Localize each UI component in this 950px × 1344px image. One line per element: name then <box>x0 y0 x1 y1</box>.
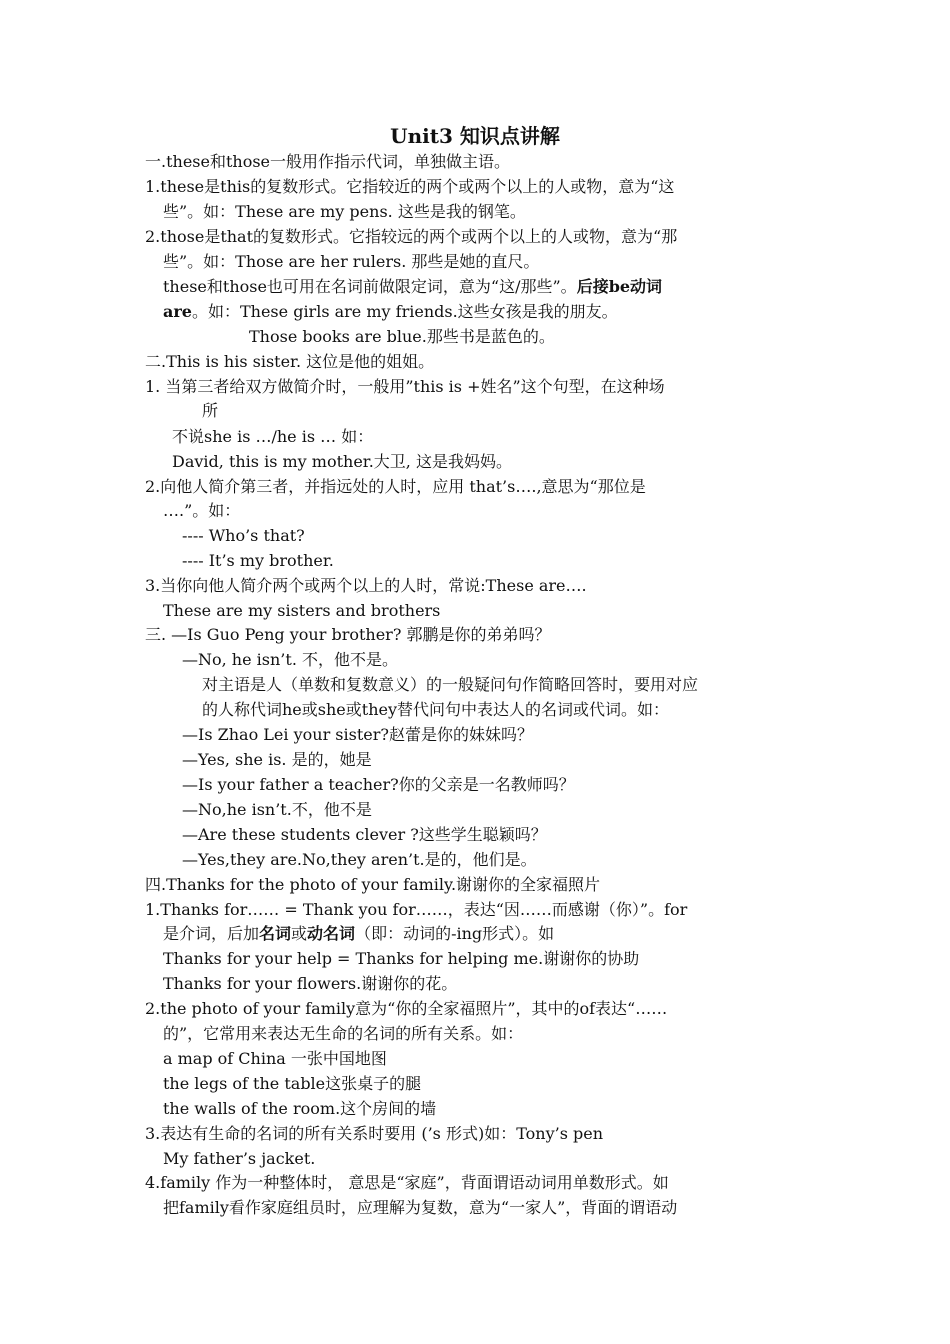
text-line: a map of China 一张中国地图 <box>163 1049 387 1068</box>
text-line <box>163 300 618 324</box>
text-line: Thanks for your flowers.谢谢你的花。 <box>163 974 458 993</box>
text-line: 1.Thanks for…… = Thank you for……，表达“因……而感谢（你）”。for <box>145 900 688 919</box>
dialogue-line: —No,he isn’t.不，他不是 <box>182 800 372 819</box>
text-line: David, this is my mother.大卫, 这是我妈妈。 <box>172 452 512 471</box>
text-line: 2.the photo of your family意为“你的全家福照片”，其中的of表达“…… <box>145 999 668 1018</box>
text-line <box>163 275 662 299</box>
text-span: （即：动词的-ing形式）。如 <box>355 924 555 943</box>
text-line: Thanks for your help = Thanks for helping me.谢谢你的协助 <box>163 949 640 968</box>
text-line: 4.family 作为一种整体时， 意思是“家庭”，背面谓语动词用单数形式。如 <box>145 1173 669 1192</box>
text-span: 。如：These girls are my friends.这些女孩是我的朋友。 <box>191 302 618 321</box>
dialogue-line: —Yes, she is. 是的，她是 <box>182 750 372 769</box>
dialogue-line: —Are these students clever ?这些学生聪颖吗？ <box>182 825 547 844</box>
text-line: Those books are blue.那些书是蓝色的。 <box>249 327 555 346</box>
page-title: Unit3 知识点讲解 <box>390 124 560 148</box>
text-line: 2.those是that的复数形式。它指较远的两个或两个以上的人或物，意为“那 <box>145 227 678 246</box>
text-line: ….”。如： <box>163 501 241 520</box>
dialogue-line: —Is Zhao Lei your sister?赵蕾是你的妹妹吗？ <box>182 725 533 744</box>
text-line: 的人称代词he或she或they替代问句中表达人的名词或代词。如： <box>202 700 670 719</box>
dialogue-line: —Yes,they are.No,they aren’t.是的，他们是。 <box>182 850 537 869</box>
dialogue-line: —No, he isn’t. 不，他不是。 <box>182 650 398 669</box>
section-2-heading: 二.This is his sister. 这位是他的姐姐。 <box>145 352 435 371</box>
text-line: My father’s jacket. <box>163 1149 316 1168</box>
text-span: 是介词，后加 <box>163 924 260 943</box>
text-line: 1.these是this的复数形式。它指较近的两个或两个以上的人或物，意为“这 <box>145 177 675 196</box>
text-line: 不说she is …/he is … 如： <box>172 427 374 446</box>
dialogue-line: ---- It’s my brother. <box>182 551 334 570</box>
section-4-heading: 四.Thanks for the photo of your family.谢谢你的全家福照片 <box>145 875 601 894</box>
text-line: These are my sisters and brothers <box>163 601 441 620</box>
text-line: 的”，它常用来表达无生命的名词的所有关系。如： <box>163 1024 524 1043</box>
dialogue-line: ---- Who’s that? <box>182 526 305 545</box>
bold-text: are <box>163 302 192 321</box>
section-1-heading: 一.these和those一般用作指示代词，单独做主语。 <box>145 152 511 171</box>
dialogue-line: —Is your father a teacher?你的父亲是一名教师吗？ <box>182 775 575 794</box>
text-line <box>163 922 554 946</box>
text-line: 3.表达有生命的名词的所有关系时要用 (’s 形式)如：Tony’s pen <box>145 1124 604 1143</box>
bold-text: 动名词 <box>307 924 356 943</box>
section-3-heading: 三. —Is Guo Peng your brother? 郭鹏是你的弟弟吗？ <box>145 625 551 644</box>
text-line: 1. 当第三者给双方做简介时，一般用”this is +姓名”这个句型，在这种场 <box>145 377 665 396</box>
text-line: the walls of the room.这个房间的墙 <box>163 1099 437 1118</box>
text-line: 把family看作家庭组员时，应理解为复数，意为“一家人”，背面的谓语动 <box>163 1198 678 1217</box>
text-span: 或 <box>291 924 308 943</box>
text-line: the legs of the table这张桌子的腿 <box>163 1074 422 1093</box>
text-span: these和those也可用在名词前做限定词，意为“这/那些”。 <box>163 277 577 296</box>
bold-text: 后接be动词 <box>576 277 663 296</box>
text-line: 3.当你向他人简介两个或两个以上的人时，常说:These are…. <box>145 576 587 595</box>
text-line: 对主语是人（单数和复数意义）的一般疑问句作简略回答时，要用对应 <box>202 675 699 694</box>
text-line: 些”。如：Those are her rulers. 那些是她的直尺。 <box>163 252 540 271</box>
text-line: 所 <box>202 401 219 420</box>
text-line: 些”。如：These are my pens. 这些是我的钢笔。 <box>163 202 526 221</box>
text-line: 2.向他人简介第三者，并指远处的人时，应用 that’s….,意思为“那位是 <box>145 477 646 496</box>
bold-text: 名词 <box>259 924 292 943</box>
